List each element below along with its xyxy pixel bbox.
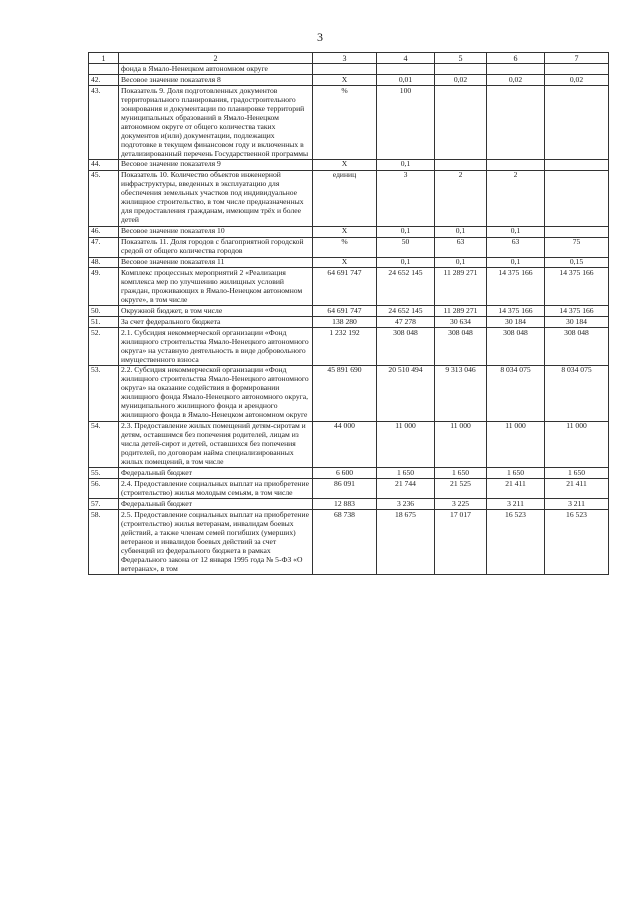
cell-col5: 2 [435,170,487,226]
cell-col5 [435,64,487,75]
row-number: 45. [89,170,119,226]
cell-col3: % [313,86,377,160]
table-row [89,365,609,421]
cell-col5: 17 017 [435,510,487,575]
row-description: 2.1. Субсидия некоммерческой организации «Фонд жилищного строительства Ямало-Ненецкого автономного округа» на уставную деятельность в виде добровольного имущественного взноса [119,328,313,366]
table-row [89,226,609,237]
cell-col5: 11 000 [435,421,487,468]
cell-col5: 30 634 [435,317,487,328]
cell-col6: 0,02 [487,75,545,86]
row-number: 50. [89,306,119,317]
cell-col4: 20 510 494 [377,365,435,421]
cell-col3: 1 232 192 [313,328,377,366]
cell-col3: 44 000 [313,421,377,468]
row-number: 56. [89,479,119,499]
cell-col3: X [313,257,377,268]
cell-col3: 138 280 [313,317,377,328]
cell-col7: 11 000 [545,421,609,468]
cell-col6: 16 523 [487,510,545,575]
cell-col7: 75 [545,237,609,257]
row-description: Показатель 11. Доля городов с благоприятной городской средой от общего количества городов [119,237,313,257]
table-row [89,468,609,479]
cell-col6: 14 375 166 [487,268,545,306]
cell-col6: 0,1 [487,226,545,237]
cell-col5: 9 313 046 [435,365,487,421]
cell-col6 [487,86,545,160]
cell-col4: 24 652 145 [377,268,435,306]
row-description: 2.3. Предоставление жилых помещений детям-сиротам и детям, оставшимся без попечения родителей, лицам из числа детей-сирот и детей, оставшихся без попечения родителей, по договорам найма специализированных жилых помещений, в том числе [119,421,313,468]
cell-col7: 8 034 075 [545,365,609,421]
row-number: 42. [89,75,119,86]
table-row [89,75,609,86]
table-row [89,64,609,75]
cell-col3: 86 091 [313,479,377,499]
cell-col5: 21 525 [435,479,487,499]
table-row [89,268,609,306]
cell-col7 [545,170,609,226]
column-header: 2 [119,53,313,64]
cell-col6: 63 [487,237,545,257]
cell-col5 [435,159,487,170]
row-number: 54. [89,421,119,468]
data-table [88,52,609,575]
row-description: Весовое значение показателя 11 [119,257,313,268]
table-row [89,170,609,226]
column-header: 1 [89,53,119,64]
cell-col6 [487,64,545,75]
table-row [89,237,609,257]
table-row [89,479,609,499]
cell-col4: 0,1 [377,159,435,170]
cell-col4: 100 [377,86,435,160]
cell-col5: 0,1 [435,257,487,268]
table-row [89,86,609,160]
row-description: фонда в Ямало-Ненецком автономном округе [119,64,313,75]
row-description: 2.5. Предоставление социальных выплат на приобретение (строительство) жилья ветеранам, инвалидам боевых действий, а также членам семей погибших (умерших) ветеранов и инвалидов боевых действий за счет субвенций из федерального бюджета в рамках Федерального закона от 12 января 1995 года № 5-ФЗ «О ветеранах», в том [119,510,313,575]
cell-col6: 8 034 075 [487,365,545,421]
cell-col4: 0,1 [377,226,435,237]
cell-col4: 0,1 [377,257,435,268]
row-number: 51. [89,317,119,328]
cell-col4: 308 048 [377,328,435,366]
row-description: Показатель 10. Количество объектов инженерной инфраструктуры, введенных в эксплуатацию для обеспечения земельных участков под индивидуальное жилищное строительство, в том числе предназначенных для предоставления гражданам, имеющим трёх и более детей [119,170,313,226]
cell-col6: 3 211 [487,499,545,510]
cell-col4: 1 650 [377,468,435,479]
table-row [89,510,609,575]
cell-col3: X [313,159,377,170]
row-number: 53. [89,365,119,421]
cell-col3 [313,64,377,75]
cell-col4: 3 236 [377,499,435,510]
cell-col4: 3 [377,170,435,226]
cell-col5: 308 048 [435,328,487,366]
cell-col3: X [313,75,377,86]
cell-col4: 11 000 [377,421,435,468]
row-number: 48. [89,257,119,268]
row-number [89,64,119,75]
cell-col7: 14 375 166 [545,306,609,317]
cell-col6: 0,1 [487,257,545,268]
cell-col6: 11 000 [487,421,545,468]
cell-col4: 18 675 [377,510,435,575]
cell-col4: 21 744 [377,479,435,499]
cell-col7: 3 211 [545,499,609,510]
cell-col5: 3 225 [435,499,487,510]
column-header: 7 [545,53,609,64]
cell-col4: 24 652 145 [377,306,435,317]
cell-col4: 0,01 [377,75,435,86]
row-number: 55. [89,468,119,479]
row-description: 2.2. Субсидия некоммерческой организации «Фонд жилищного строительства Ямало-Ненецкого автономного округа» на оказание содействия в формировании жилищного фонда Ямало-Ненецкого автономного округа, муниципального жилищного фонда и арендного жилищного фонда в Ямало-Ненецком автономном округе [119,365,313,421]
cell-col7 [545,159,609,170]
row-number: 43. [89,86,119,160]
column-header: 5 [435,53,487,64]
table-row [89,159,609,170]
page-number: 3 [317,30,323,44]
cell-col7 [545,226,609,237]
table-row [89,328,609,366]
column-header: 3 [313,53,377,64]
row-description: Комплекс процессных мероприятий 2 «Реализация комплекса мер по улучшению жилищных условий граждан, проживающих в Ямало-Ненецком автономном округе», в том числе [119,268,313,306]
table-row [89,317,609,328]
cell-col7: 0,02 [545,75,609,86]
cell-col5: 63 [435,237,487,257]
cell-col7: 14 375 166 [545,268,609,306]
row-number: 49. [89,268,119,306]
cell-col7: 1 650 [545,468,609,479]
cell-col3: 45 891 690 [313,365,377,421]
column-header: 4 [377,53,435,64]
cell-col3: 6 600 [313,468,377,479]
row-description: Федеральный бюджет [119,499,313,510]
cell-col7: 16 523 [545,510,609,575]
cell-col7 [545,64,609,75]
cell-col5: 11 289 271 [435,268,487,306]
cell-col5: 11 289 271 [435,306,487,317]
row-number: 52. [89,328,119,366]
cell-col4 [377,64,435,75]
header-row [89,53,609,64]
cell-col5 [435,86,487,160]
cell-col6: 30 184 [487,317,545,328]
cell-col6: 14 375 166 [487,306,545,317]
cell-col3: 64 691 747 [313,306,377,317]
row-description: Весовое значение показателя 8 [119,75,313,86]
cell-col3: X [313,226,377,237]
row-number: 57. [89,499,119,510]
row-description: 2.4. Предоставление социальных выплат на приобретение (строительство) жилья молодым семьям, в том числе [119,479,313,499]
cell-col3: % [313,237,377,257]
cell-col6: 308 048 [487,328,545,366]
cell-col6 [487,159,545,170]
table-row [89,257,609,268]
cell-col6: 1 650 [487,468,545,479]
cell-col3: единиц [313,170,377,226]
table-row [89,499,609,510]
row-description: Окружной бюджет, в том числе [119,306,313,317]
column-header: 6 [487,53,545,64]
row-description: Показатель 9. Доля подготовленных документов территориального планирования, градостроительного зонирования и документации по планировке территорий муниципальных образований в Ямало-Ненецком автономном округе от общего количества таких документов и(или) документации, подлежащих подготовке в текущем финансовом году и включенных в детализированный перечень Государственной программы [119,86,313,160]
table-row [89,421,609,468]
row-description: Весовое значение показателя 10 [119,226,313,237]
table-row [89,306,609,317]
cell-col5: 0,02 [435,75,487,86]
row-number: 47. [89,237,119,257]
row-number: 58. [89,510,119,575]
row-description: За счет федерального бюджета [119,317,313,328]
row-number: 46. [89,226,119,237]
cell-col5: 1 650 [435,468,487,479]
cell-col7: 0,15 [545,257,609,268]
cell-col7: 308 048 [545,328,609,366]
row-description: Весовое значение показателя 9 [119,159,313,170]
row-number: 44. [89,159,119,170]
cell-col3: 12 883 [313,499,377,510]
cell-col6: 21 411 [487,479,545,499]
table-body [89,64,609,575]
cell-col3: 64 691 747 [313,268,377,306]
cell-col6: 2 [487,170,545,226]
row-description: Федеральный бюджет [119,468,313,479]
cell-col7: 21 411 [545,479,609,499]
cell-col4: 50 [377,237,435,257]
cell-col4: 47 278 [377,317,435,328]
cell-col5: 0,1 [435,226,487,237]
cell-col7: 30 184 [545,317,609,328]
cell-col7 [545,86,609,160]
cell-col3: 68 738 [313,510,377,575]
